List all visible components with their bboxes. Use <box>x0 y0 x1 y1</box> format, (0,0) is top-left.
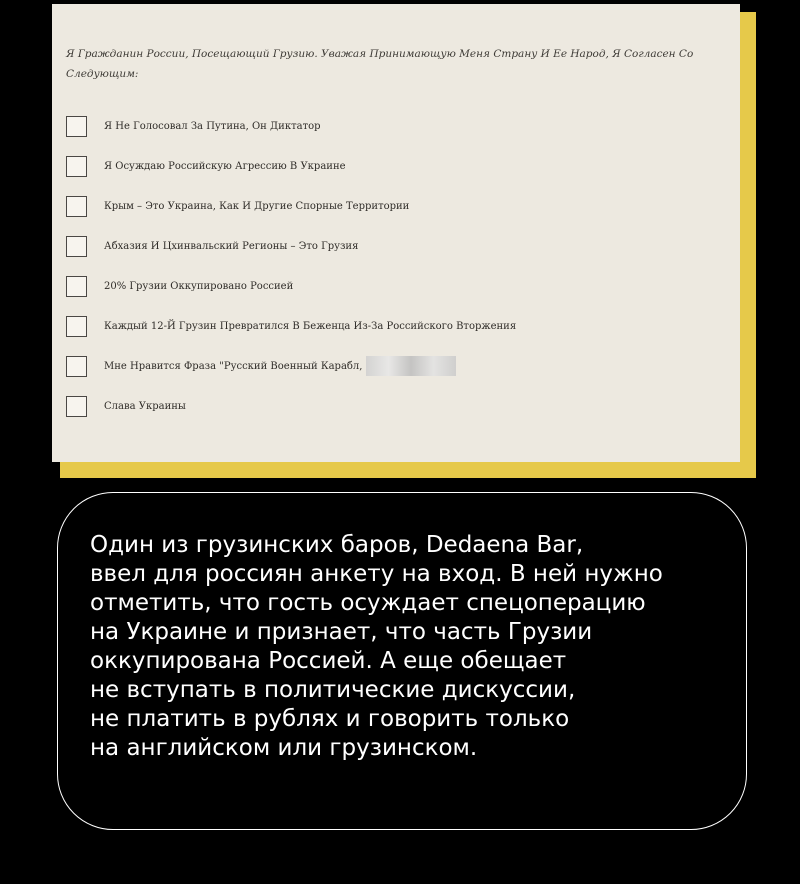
checkbox-item[interactable] <box>66 186 726 226</box>
caption-line: не вступать в политические дискуссии, <box>90 677 576 703</box>
caption-line: Один из грузинских баров, Dedaena Bar, <box>90 532 584 558</box>
checkbox-label: Мне Нравится Фраза "Русский Военный Карабл, <box>104 360 363 372</box>
checkbox[interactable] <box>66 236 87 257</box>
checkbox-list <box>66 106 726 426</box>
checkbox-item[interactable] <box>66 306 726 346</box>
checkbox-item[interactable] <box>66 386 726 426</box>
checkbox[interactable] <box>66 276 87 297</box>
caption-line: отметить, что гость осуждает спецоперацию <box>90 590 646 616</box>
blurred-censor <box>366 356 456 376</box>
checkbox-label: Абхазия И Цхинвальский Регионы – Это Грузия <box>104 240 359 252</box>
checkbox-label: Я Не Голосовал За Путина, Он Диктатор <box>104 120 321 132</box>
caption-line: на английском или грузинском. <box>90 735 478 761</box>
checkbox-item[interactable] <box>66 226 726 266</box>
caption-line: на Украине и признает, что часть Грузии <box>90 619 593 645</box>
checkbox-label: Я Осуждаю Российскую Агрессию В Украине <box>104 160 346 172</box>
checkbox-label: Каждый 12-Й Грузин Превратился В Беженца Из-За Российского Вторжения <box>104 320 517 332</box>
form-intro: Я Гражданин России, Посещающий Грузию. Уважая Принимающую Меня Страну И Ее Народ, Я Согласен Со Следующим: <box>66 48 694 80</box>
caption-line: оккупирована Россией. А еще обещает <box>90 648 567 674</box>
caption-line: ввел для россиян анкету на вход. В ней нужно <box>90 561 663 587</box>
checkbox-label: Крым – Это Украина, Как И Другие Спорные Территории <box>104 200 410 212</box>
caption-line: не платить в рублях и говорить только <box>90 706 570 732</box>
checkbox[interactable] <box>66 196 87 217</box>
checkbox-label: 20% Грузии Оккупировано Россией <box>104 280 294 292</box>
caption-box <box>57 492 747 830</box>
checkbox[interactable] <box>66 156 87 177</box>
checkbox[interactable] <box>66 356 87 377</box>
checkbox-item[interactable] <box>66 346 726 386</box>
checkbox-item[interactable] <box>66 266 726 306</box>
questionnaire-form <box>52 4 740 462</box>
checkbox-item[interactable] <box>66 106 726 146</box>
checkbox[interactable] <box>66 116 87 137</box>
checkbox[interactable] <box>66 316 87 337</box>
checkbox-label: Слава Украины <box>104 400 186 412</box>
caption-text <box>90 531 726 763</box>
checkbox[interactable] <box>66 396 87 417</box>
checkbox-item[interactable] <box>66 146 726 186</box>
